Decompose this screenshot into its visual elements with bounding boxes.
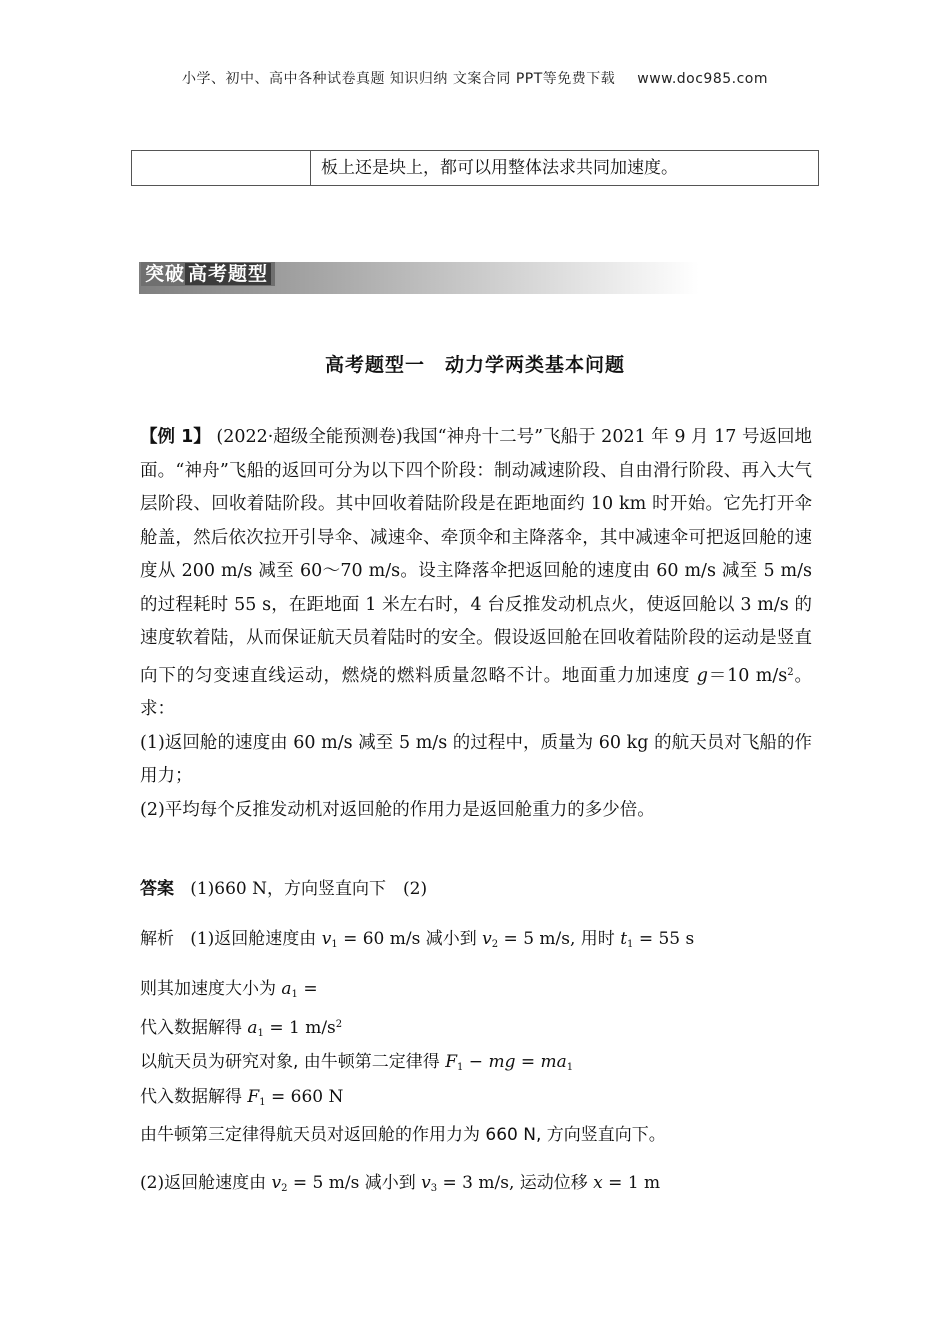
symbol-t1: t [620,929,628,949]
minus-sign: − [463,1052,489,1072]
page-header [0,68,950,88]
symbol-v2: v [482,929,492,949]
sub-1: 1 [259,1097,266,1108]
gravity-exponent: 2 [787,666,794,678]
table-cell-text: 板上还是块上，都可以用整体法求共同加速度。 [321,158,678,178]
symbol-a1: a [281,979,292,999]
gravity-symbol: g [696,665,708,686]
sub-2: 2 [491,939,499,950]
sub-1: 1 [566,1062,574,1073]
section-title: 高考题型一 动力学两类基本问题 [324,354,625,376]
symbol-ma1: ma [540,1052,567,1072]
analysis-l5-value: = 660 N [265,1087,344,1107]
sub-1: 1 [331,939,338,950]
banner-part1: 突破 [145,263,186,285]
answer-text: (1)660 N，方向竖直向下 (2) [190,879,428,899]
symbol-v2: v [271,1173,282,1193]
analysis-line-2 [140,974,318,1000]
continuation-table-row [131,150,819,186]
example-source: (2022·超级全能预测卷) [216,427,403,447]
example-tail: 。求： [140,665,813,719]
analysis-l1-part-b: = 60 m/s 减小到 [337,929,483,949]
header-site-link[interactable]: www.doc985.com [637,71,769,87]
analysis-line-6: 由牛顿第三定律得航天员对返回舱的作用力为 660 N, 方向竖直向下。 [140,1125,666,1145]
header-promo-text: 小学、初中、高中各种试卷真题 知识归纳 文案合同 PPT等免费下载 [181,71,616,87]
table-cell-empty [132,151,311,185]
analysis-l2-eq: = [297,979,318,999]
analysis-line-7 [140,1168,660,1194]
analysis-l1-part-c: = 5 m/s, 用时 [498,929,621,949]
analysis-line-4 [140,1047,573,1073]
answer-line [140,874,427,899]
analysis-l7-part-b: = 5 m/s 减小到 [287,1173,422,1193]
example-label: 【例 1】 [140,427,211,447]
question-1: (1)返回舱的速度由 60 m/s 减至 5 m/s 的过程中，质量为 60 kg 的航天员对飞船的作用力； [140,732,812,786]
sub-1: 1 [457,1062,464,1073]
exponent-2: 2 [335,1019,343,1030]
symbol-F1: F [247,1087,260,1107]
banner-part2: 高考题型 [185,263,271,285]
symbol-v3: v [421,1173,431,1193]
sub-1: 1 [291,989,298,1000]
answer-label: 答案 [140,879,174,899]
sub-1: 1 [627,939,634,950]
sub-3: 3 [430,1183,438,1194]
section-banner [139,262,699,294]
symbol-a1: a [247,1018,258,1038]
analysis-l3-value: = 1 m/s [263,1018,336,1038]
analysis-l7-part-a: (2)返回舱速度由 [140,1173,272,1193]
analysis-line-5 [140,1082,343,1108]
analysis-l3-text: 代入数据解得 [140,1018,248,1038]
equals-sign: = [515,1052,541,1072]
example-paragraph [140,421,812,827]
analysis-l4-text: 以航天员为研究对象, 由牛顿第二定律得 [140,1052,446,1072]
symbol-mg: mg [488,1052,516,1072]
analysis-l7-part-d: = 1 m [602,1173,661,1193]
analysis-l7-part-c: = 3 m/s, 运动位移 [437,1173,594,1193]
analysis-l5-text: 代入数据解得 [140,1087,248,1107]
analysis-l1-part-d: = 55 s [633,929,695,949]
gravity-value: ＝10 m/s [707,665,788,686]
sub-2: 2 [281,1183,288,1194]
question-2: (2)平均每个反推发动机对返回舱的作用力是返回舱重力的多少倍。 [140,799,655,820]
sub-1: 1 [257,1028,264,1039]
analysis-l1-part-a: (1)返回舱速度由 [190,929,322,949]
symbol-v1: v [321,929,332,949]
symbol-F1: F [445,1052,458,1072]
analysis-label: 解析 [140,929,174,949]
analysis-line-3 [140,1013,342,1039]
banner-label [141,262,275,286]
analysis-l2-text: 则其加速度大小为 [140,979,282,999]
analysis-line-1 [140,924,694,950]
example-text: 我国“神舟十二号”飞船于 2021 年 9 月 17 号返回地面。“神舟”飞船的返回可分为以下四个阶段：制动减速阶段、自由滑行阶段、再入大气层阶段、回收着陆阶段。其中回收着陆阶段是在距地面约 10 km 时开始。它先打开伞舱盖，然后依次拉开引导伞、减速伞、牵顶伞和主降落伞，其中减速伞可把返回舱的速度从 200 m/s 减至 60～70 m/s。设主降落伞把返回舱的速度由 60 m/s 减至 5 m/s 的过程耗时 55 s，在距地面 1 米左右时，4 台反推发动机点火，使返回舱以 3 m/s 的速度软着陆，从而保证航天员着陆时的安全。假设返回舱在回收着陆阶段的运动是竖直向下的匀变速直线运动，燃烧的燃料质量忽略不计。地面重力加速度 [140,427,812,686]
symbol-x: x [593,1173,603,1193]
